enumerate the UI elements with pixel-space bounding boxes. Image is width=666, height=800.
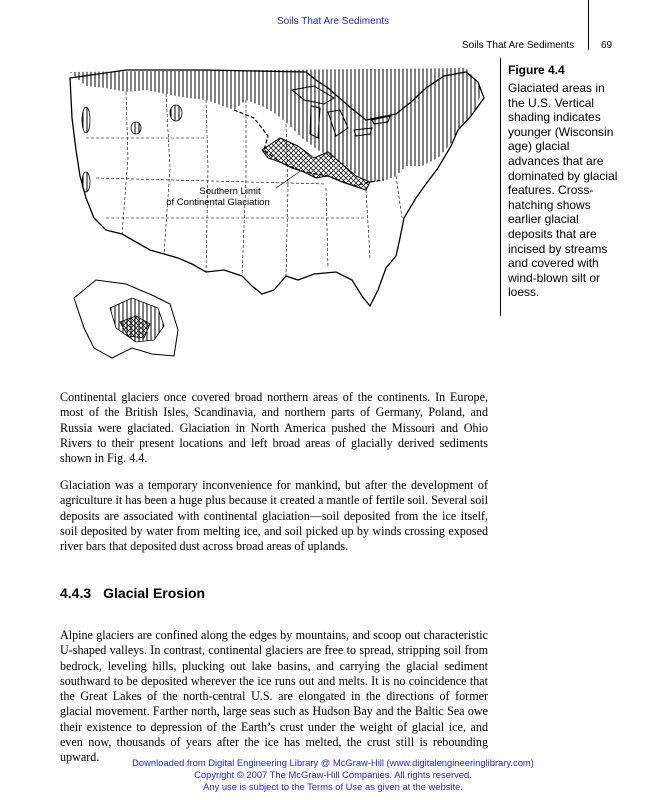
section-heading [60, 585, 205, 601]
map-label-line2: of Continental Glaciation [166, 197, 270, 208]
header-divider [588, 0, 589, 50]
glaciation-map [66, 58, 498, 376]
paragraph-glaciation-soil: Glaciation was a temporary inconvenience for mankind, but after the development of agriculture it has been a huge plus because it created a mantle of fertile soil. Several soil deposits are associated with continental glaciation—soil deposited from the ice itself, soil deposited by water from melting ice, and soil picked up by winds crossing exposed river bars that deposited dust across broad areas of uplands. [60, 478, 488, 554]
footer-download-line[interactable]: Downloaded from Digital Engineering Library @ McGraw-Hill (www.digitalengineeringlibrary.com) [132, 757, 534, 768]
footer [0, 757, 666, 794]
figure-caption: Glaciated areas in the U.S. Vertical shading indicates younger (Wisconsin age) glacial advances that are dominated by glacial features. Cross-hatching shows earlier glacial deposits that are incised by streams and covered with wind-blown silt or loess. [508, 81, 618, 300]
section-number: 4.4.3 [60, 585, 92, 601]
paragraph-continental-glaciers: Continental glaciers once covered broad northern areas of the continents. In Europe, most of the British Isles, Scandinavia, and northern parts of Germany, Poland, and Russia were glaciated. Glaciation in North America pushed the Missouri and Ohio Rivers to their present locations and left broad areas of glacially derived sediments shown in Fig. 4.4. [60, 390, 488, 466]
map-label-line1: Southern Limit [199, 186, 261, 197]
footer-terms-line[interactable]: Any use is subject to the Terms of Use as given at the website. [203, 781, 463, 793]
section-title: Glacial Erosion [103, 585, 206, 601]
running-head-title: Soils That Are Sediments [462, 40, 575, 51]
alaska-inset [74, 280, 178, 358]
paragraph-glacial-erosion: Alpine glaciers are confined along the edges by mountains, and scoop out characteristic U-shaped valleys. In contrast, continental glaciers are free to spread, stripping soil from bedrock, leveling hills, plucking out lake basins, and carrying the glacial sediment southward to be deposited wherever the ice runs out and melts. It is no coincidence that the Great Lakes of the north-central U.S. are elongated in the directions of former glacial movement. Farther north, large seas such as Hudson Bay and the Baltic Sea owe their existence to depression of the Earth’s crust under the weight of glacial ice, and even now, thousands of years after the ice has melted, the crust still is rebounding upward. [60, 628, 488, 765]
source-title: Soils That Are Sediments [276, 16, 390, 27]
footer-copyright-line: Copyright © 2007 The McGraw-Hill Companies. All rights reserved. [194, 769, 472, 781]
figure-caption-rule [500, 58, 501, 316]
figure-label: Figure 4.4 [508, 63, 565, 77]
page-number: 69 [601, 40, 613, 51]
